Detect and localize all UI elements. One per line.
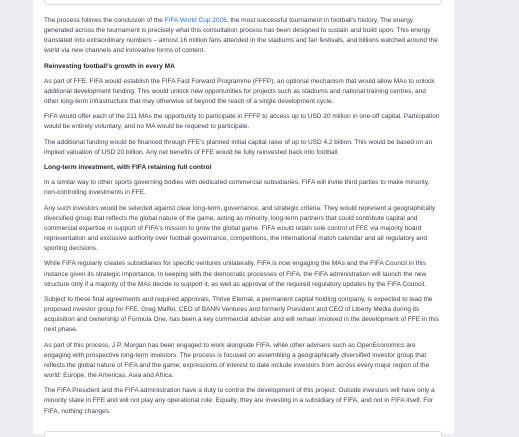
paragraph-fffp: As part of FFE, FIFA would establish the FIFA Fast Forward Programme (FFFP), an optional mechanism that would allow MAs to unlock additional development funding. This would unlock new opportunities for projects such as stadiums and national training centres, and other long-term infrastructure that may otherwise sit beyond the reach of a single development cycle. — [44, 77, 435, 105]
paragraph-jp-morgan: As part of this process, J.P. Morgan has been engaged to work alongside FIFA, while other advisers such as OpenEconomics are engaging with prospective long-term investors. The process is focused on assembling a geographically diversified investor group that reflects the global nature of FIFA and the game; expressions of interest to date include investors from across every major region of the world: Europe, the Americas, Asia and Africa. — [44, 341, 430, 379]
paragraph-investors: Any such investors would be selected against clear long-term, governance, and strategic criteria. They would represent a geographically diversified group that reflects the global nature of the game, acting as minority, long-term partners that could contribute capital and commercial expertise in support of FIFA's mission to grow the global game. FIFA would retain sole control of FFE via majority board representation and exclusive authority over football governance, competitions, the international match calendar and all regulatory and sporting decisions. — [44, 204, 436, 253]
paragraph-text: The process follows the conclusion of the — [44, 17, 165, 24]
paragraph-thrive-eternal: Subject to these final agreements and required approvals, Thrive Eternal, a permanent capital holding company, is expected to lead the proposed investor group for FFE. Greg Maffei, CEO of BANN Ventures and formerly President and CEO of Liberty Media during its acquisition and ownership of Formula One, has been a key commercial adviser and will remain involved in the development of FFE in this next phase. — [44, 296, 439, 334]
embedded-panel-top — [44, 0, 442, 5]
paragraph-text: , the most successful tournament in football's history. The energy generated across the tournament is precisely what this consultation process has been designed to sustain and build upon. This energy translated into extraordinary numbers – almost 16 million fans attended in the stadiums and fan festivals, and billions watched around the world via new channels and innovative forms of content. — [44, 17, 438, 55]
paragraph-council: While FIFA regularly creates subsidiaries for specific ventures unilaterally, FIFA is now engaging the MAs and the FIFA Council in this instance given its strategic importance. In keeping with the democratic processes of FIFA, the FIFA administration will launch the new structure only if a majority of the MAs decide to support it, as well as approval of the required regulatory updates by the FIFA Council. — [44, 260, 427, 288]
article-body — [44, 16, 442, 422]
heading-reinvesting: Reinvesting football's growth in every MA — [44, 62, 175, 70]
paragraph-intro — [44, 16, 442, 56]
heading-long-term-investment: Long-term investment, with FIFA retaining full control — [44, 164, 212, 172]
paragraph-subsidiaries: In a similar way to other sports governing bodies with dedicated commercial subsidiaries, FIFA will invite third parties to make minority, non-controlling investments in FFE. — [44, 179, 430, 197]
paragraph-funding: The additional funding would be financed through FFE's planned initial capital raise of up to USD 4.2 billion. This would be based on an implied valuation of USD 20 billion. Any net benefits of FFE would be fully reinvested back into football. — [44, 138, 433, 156]
paragraph-participation: FIFA would offer each of the 211 MAs the opportunity to participate in FFFP to access up to USD 20 million in one-off capital. Participation would be entirely voluntary, and no MA would be required to participate. — [44, 113, 440, 131]
world-cup-link[interactable]: FIFA World Cup 2026 — [164, 17, 227, 24]
embedded-panel-bottom — [44, 431, 442, 437]
paragraph-control: The FIFA President and the FIFA administration have a duty to control the development of this project. Outside investors will have only a minority stake in FFE and will not play any operational role. Equally, they are investing in a subsidiary of FIFA, and not in FIFA itself. For FIFA, nothing changes. — [44, 387, 435, 415]
